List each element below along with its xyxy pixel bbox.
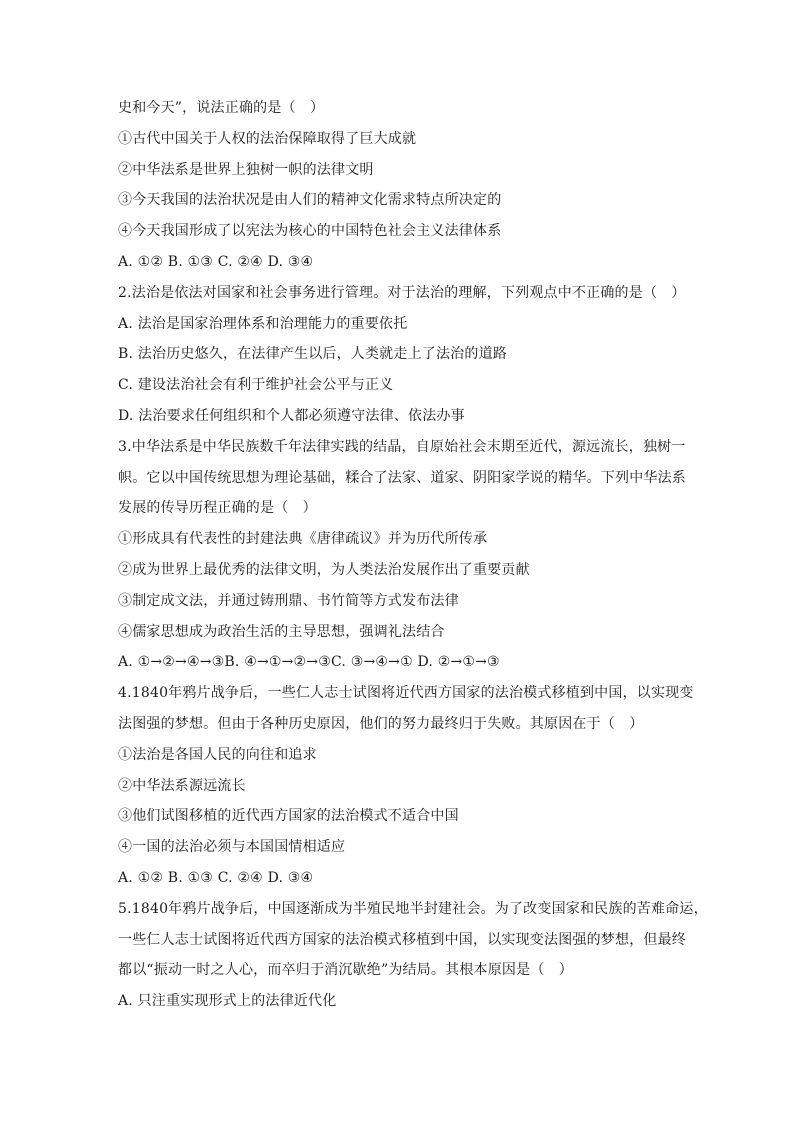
text-line: 一些仁人志士试图将近代西方国家的法治模式移植到中国，以实现变法图强的梦想，但最终 bbox=[118, 931, 686, 948]
text-block bbox=[118, 622, 688, 642]
text-block bbox=[118, 314, 688, 334]
text-block bbox=[118, 221, 688, 241]
text-line: ①形成具有代表性的封建法典《唐律疏议》并为历代所传承 bbox=[118, 531, 488, 548]
text-line: ③制定成文法，并通过铸刑鼎、书竹简等方式发布法律 bbox=[118, 592, 459, 609]
text-line: 2.法治是依法对国家和社会事务进行管理。对于法治的理解，下列观点中不正确的是（ ） bbox=[118, 284, 686, 301]
text-line: A. ①→②→④→③B. ④→①→②→③C. ③→④→① D. ②→①→③ bbox=[118, 654, 500, 671]
text-line: ③他们试图移植的近代西方国家的法治模式不适合中国 bbox=[118, 808, 459, 825]
text-line: A. 法治是国家治理体系和治理能力的重要依托 bbox=[118, 315, 408, 332]
text-line: D. 法治要求任何组织和个人都必须遵守法律、依法办事 bbox=[118, 407, 465, 424]
text-line: ①法治是各国人民的向往和追求 bbox=[118, 746, 317, 763]
text-line: ②中华法系源远流长 bbox=[118, 777, 246, 794]
text-block bbox=[118, 991, 688, 1011]
text-block bbox=[118, 683, 694, 734]
text-line: ④今天我国形成了以宪法为核心的中国特色社会主义法律体系 bbox=[118, 223, 502, 240]
text-block bbox=[118, 837, 688, 857]
text-block bbox=[118, 344, 688, 364]
text-block bbox=[118, 652, 688, 672]
text-line: A. ①② B. ①③ C. ②④ D. ③④ bbox=[118, 869, 314, 886]
text-block bbox=[118, 190, 688, 210]
text-block bbox=[118, 868, 688, 888]
document-page bbox=[118, 98, 708, 1022]
text-line: ③今天我国的法治状况是由人们的精神文化需求特点所决定的 bbox=[118, 192, 502, 209]
text-block bbox=[118, 437, 688, 519]
text-block bbox=[118, 98, 688, 118]
text-line: 3.中华法系是中华民族数千年法律实践的结晶，自原始社会末期至近代，源远流长，独树一 bbox=[118, 438, 686, 455]
text-block bbox=[118, 375, 688, 395]
text-line: ②成为世界上最优秀的法律文明，为人类法治发展作出了重要贡献 bbox=[118, 561, 530, 578]
text-line: C. 建设法治社会有利于维护社会公平与正义 bbox=[118, 377, 394, 394]
text-block bbox=[118, 160, 688, 180]
text-line: A. ①② B. ①③ C. ②④ D. ③④ bbox=[118, 253, 314, 270]
text-line: B. 法治历史悠久，在法律产生以后，人类就走上了法治的道路 bbox=[118, 346, 507, 363]
text-block bbox=[118, 129, 688, 149]
text-line: 发展的传导历程正确的是（ ） bbox=[118, 500, 317, 517]
text-line: ④一国的法治必须与本国国情相适应 bbox=[118, 839, 346, 856]
text-line: 5.1840年鸦片战争后，中国逐渐成为半殖民地半封建社会。为了改变国家和民族的苦难命运， bbox=[118, 900, 708, 917]
text-line: 4.1840年鸦片战争后，一些仁人志士试图将近代西方国家的法治模式移植到中国，以实现变 bbox=[118, 685, 694, 702]
text-line: A. 只注重实现形式上的法律近代化 bbox=[118, 993, 337, 1010]
text-block bbox=[118, 529, 688, 549]
text-line: 都以“振动一时之人心，而卒归于消沉歇绝”为结局。其根本原因是（ ） bbox=[118, 962, 573, 979]
text-block bbox=[118, 560, 688, 580]
text-block bbox=[118, 283, 688, 303]
text-block bbox=[118, 406, 688, 426]
text-line: ②中华法系是世界上独树一帜的法律文明 bbox=[118, 161, 374, 178]
text-line: 法图强的梦想。但由于各种历史原因，他们的努力最终归于失败。其原因在于（ ） bbox=[118, 715, 644, 732]
text-block bbox=[118, 899, 708, 981]
text-line: ④儒家思想成为政治生活的主导思想，强调礼法结合 bbox=[118, 623, 445, 640]
text-block bbox=[118, 776, 688, 796]
text-block bbox=[118, 806, 688, 826]
text-line: 史和今天”，说法正确的是（ ） bbox=[118, 100, 325, 116]
text-line: ①古代中国关于人权的法治保障取得了巨大成就 bbox=[118, 130, 417, 147]
text-block bbox=[118, 591, 688, 611]
text-block bbox=[118, 745, 688, 765]
text-block bbox=[118, 252, 688, 272]
text-line: 帜。它以中国传统思想为理论基础，糅合了法家、道家、阴阳家学说的精华。下列中华法系 bbox=[118, 469, 686, 486]
